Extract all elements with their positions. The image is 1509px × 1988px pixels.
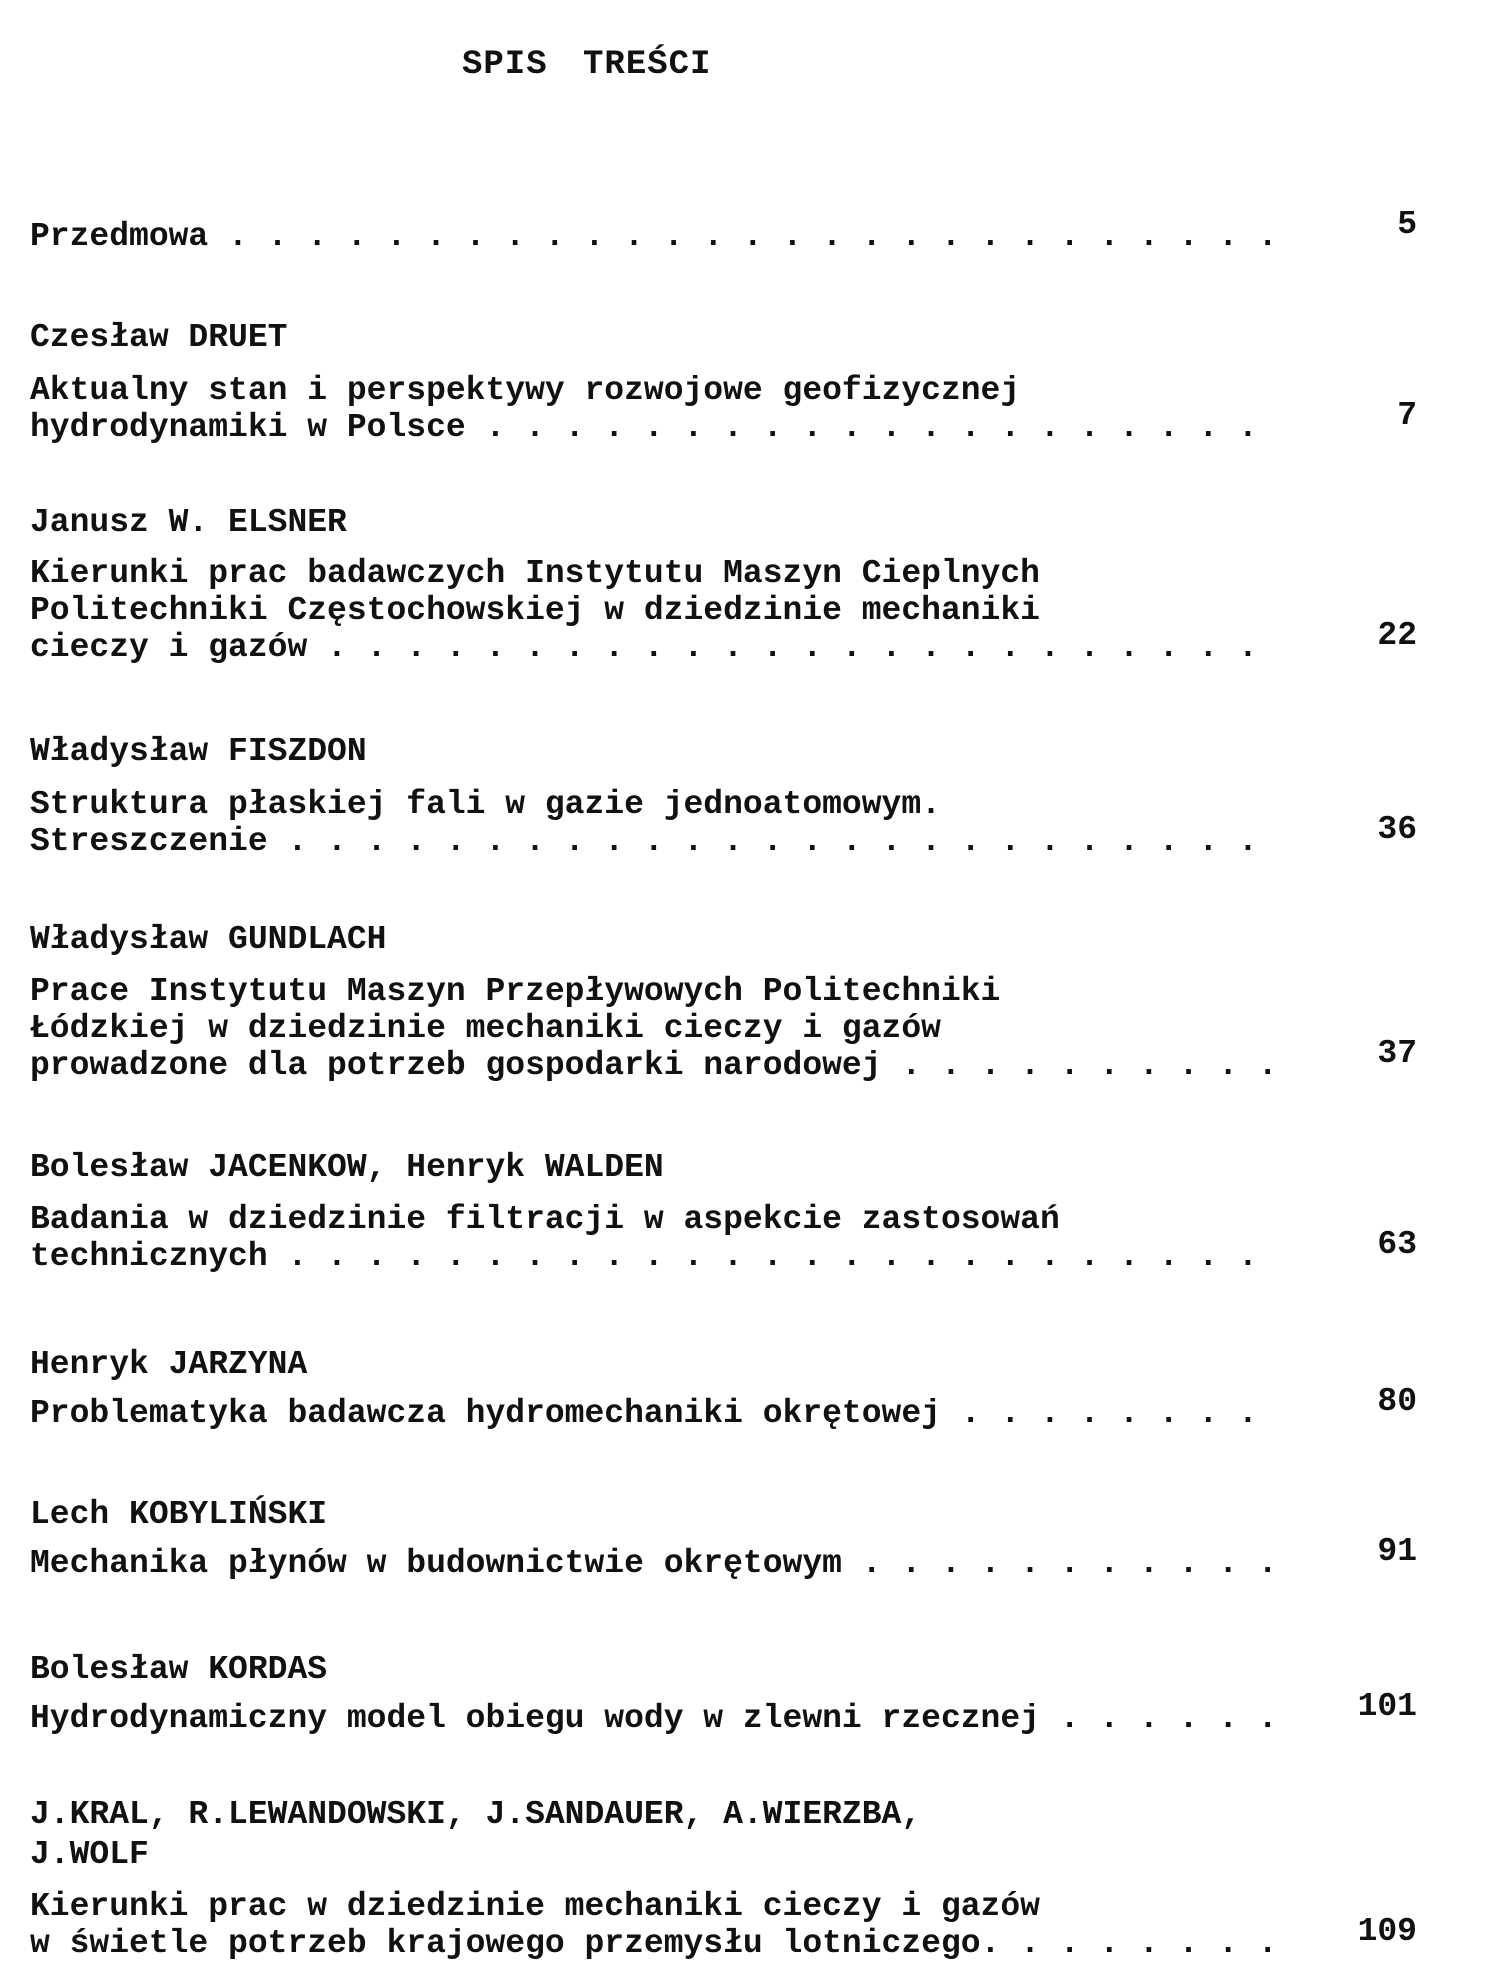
page-number: 101 (1357, 1688, 1417, 1725)
entry-title-line: technicznych . . . . . . . . . . . . . . . . . . . . . . . . . (30, 1238, 1258, 1275)
page-number: 5 (1397, 206, 1417, 243)
entry-title (30, 1888, 1278, 1962)
entry-author: Władysław FISZDON (30, 733, 367, 770)
entry-title-line: Kierunki prac badawczych Instytutu Maszyn Cieplnych (30, 555, 1040, 592)
entry-title (30, 1201, 1258, 1275)
dot-leader: . . . . . . . . . . (881, 1047, 1278, 1084)
entry-title-line: Badania w dziedzinie filtracji w aspekcie zastosowań (30, 1201, 1060, 1238)
dot-leader: . . . . . . . . (940, 1395, 1258, 1432)
page-number: 91 (1377, 1533, 1417, 1570)
entry-title-line: Problematyka badawcza hydromechaniki okrętowej . . . . . . . . (30, 1395, 1258, 1432)
entry-title-line: prowadzone dla potrzeb gospodarki narodowej . . . . . . . . . . (30, 1047, 1278, 1084)
page-number: 37 (1377, 1035, 1417, 1072)
entry-author: Bolesław JACENKOW, Henryk WALDEN (30, 1149, 664, 1186)
entry-title-line: Łódzkiej w dziedzinie mechaniki cieczy i gazów (30, 1010, 941, 1047)
page-number: 80 (1377, 1383, 1417, 1420)
page-number: 63 (1377, 1226, 1417, 1263)
dot-leader: . . . . . . . . . . . . . . . . . . . . . . . . . (267, 823, 1258, 860)
page-number: 36 (1377, 811, 1417, 848)
entry-author: Czesław DRUET (30, 319, 288, 356)
entry-title-line: Streszczenie . . . . . . . . . . . . . . . . . . . . . . . . . (30, 823, 1258, 860)
entry-title-line: Prace Instytutu Maszyn Przepływowych Politechniki (30, 973, 1001, 1010)
entry-title (30, 555, 1258, 666)
dot-leader: . . . . . . . (1000, 1925, 1278, 1962)
dot-leader: . . . . . . . . . . . . . . . . . . . . . . . . . . . (208, 218, 1278, 255)
entry-title (30, 1700, 1278, 1737)
page-number: 109 (1357, 1913, 1417, 1950)
entry-title-line: cieczy i gazów . . . . . . . . . . . . . . . . . . . . . . . . (30, 629, 1258, 666)
entry-author: J.KRAL, R.LEWANDOWSKI, J.SANDAUER, A.WIERZBA, J.WOLF (30, 1796, 922, 1873)
entry-author: Janusz W. ELSNER (30, 504, 347, 541)
page-number: 22 (1377, 617, 1417, 654)
entry-author: Henryk JARZYNA (30, 1346, 308, 1383)
page-number: 7 (1397, 397, 1417, 434)
dot-leader: . . . . . . . . . . . . . . . . . . . . . . . . . (267, 1238, 1258, 1275)
entry-author: Bolesław KORDAS (30, 1651, 328, 1688)
dot-leader: . . . . . . . . . . . . . . . . . . . . . . . . (307, 629, 1258, 666)
entry-title-line: Kierunki prac w dziedzinie mechaniki cieczy i gazów (30, 1888, 1040, 1925)
dot-leader: . . . . . . (1039, 1700, 1278, 1737)
entry-title (30, 786, 1258, 860)
entry-title (30, 973, 1278, 1084)
page-title: SPIS TREŚCI (462, 46, 712, 84)
entry-title-line: Aktualny stan i perspektywy rozwojowe geofizycznej (30, 372, 1021, 409)
dot-leader: . . . . . . . . . . . . . . . . . . . . (465, 409, 1258, 446)
dot-leader: . . . . . . . . . . . (841, 1545, 1278, 1582)
entry-title-line: w świetle potrzeb krajowego przemysłu lotniczego. . . . . . . . (30, 1925, 1278, 1962)
entry-title-line: Struktura płaskiej fali w gazie jednoatomowym. (30, 786, 941, 823)
entry-author: Władysław GUNDLACH (30, 921, 387, 958)
entry-title-line: Politechniki Częstochowskiej w dziedzinie mechaniki (30, 592, 1040, 629)
entry-author: Lech KOBYLIŃSKI (30, 1496, 328, 1533)
entry-title-line: Mechanika płynów w budownictwie okrętowym . . . . . . . . . . . (30, 1545, 1278, 1582)
entry-title (30, 1395, 1258, 1432)
entry-title (30, 1545, 1278, 1582)
entry-title (30, 372, 1258, 446)
entry-title-line: Przedmowa . . . . . . . . . . . . . . . . . . . . . . . . . . . (30, 218, 1278, 255)
entry-title-line: hydrodynamiki w Polsce . . . . . . . . . . . . . . . . . . . . (30, 409, 1258, 446)
entry-title-line: Hydrodynamiczny model obiegu wody w zlewni rzecznej . . . . . . (30, 1700, 1278, 1737)
entry-title (30, 218, 1278, 255)
